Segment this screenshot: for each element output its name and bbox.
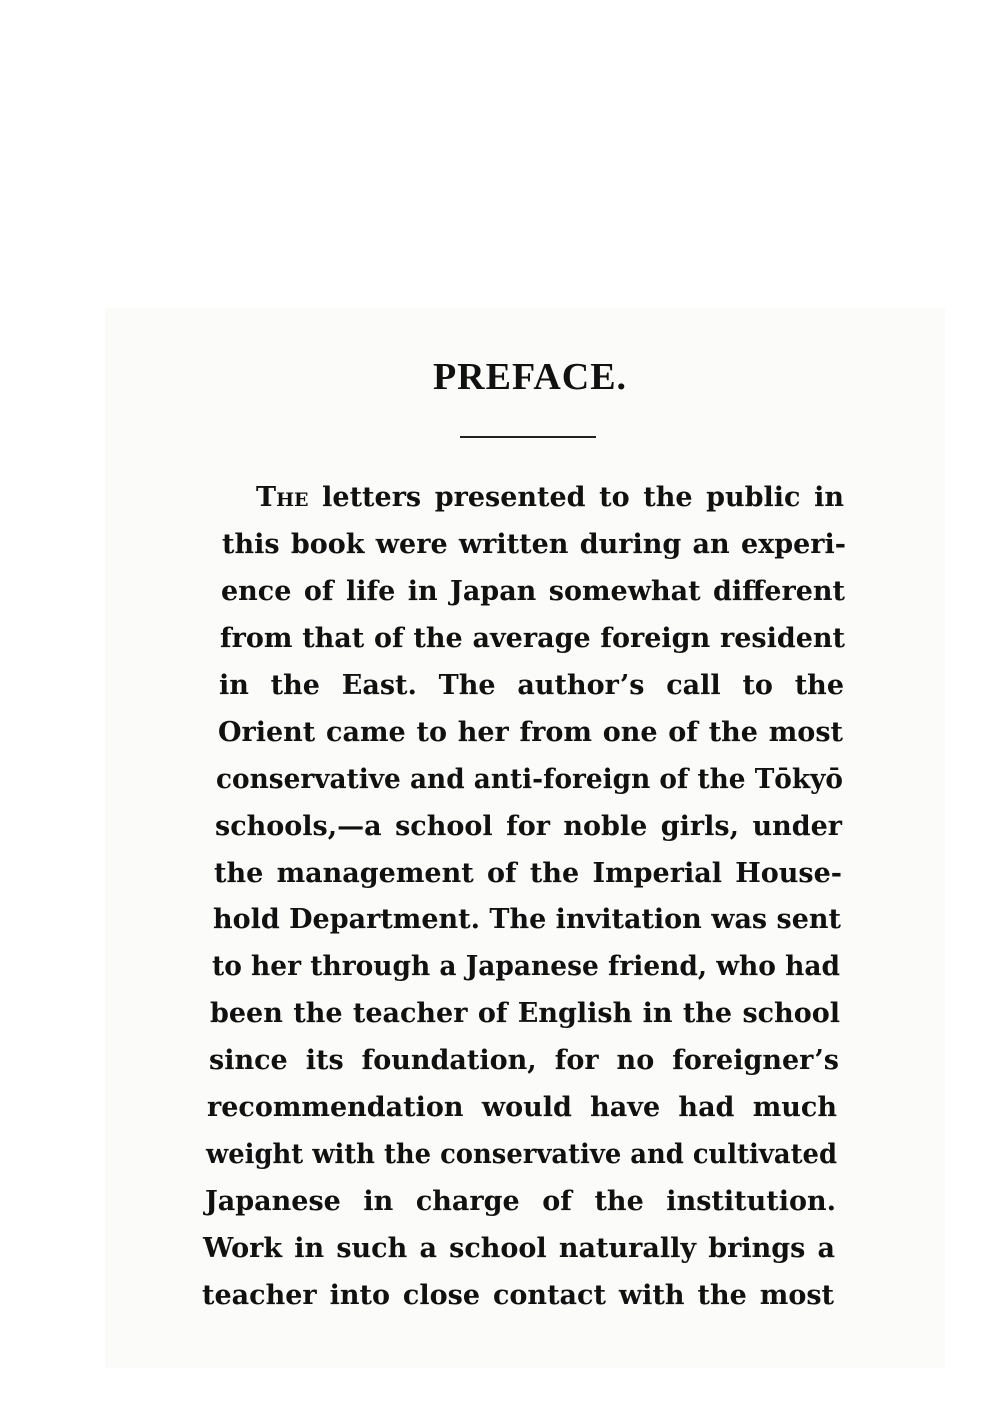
text-line: the management of the Imperial House- xyxy=(214,858,842,889)
title-rule-divider xyxy=(460,436,596,438)
text-line: to her through a Japanese friend, who had xyxy=(212,951,840,982)
text-line: since its foundation, for no foreigner’s xyxy=(209,1045,839,1076)
text-line: Orient came to her from one of the most xyxy=(218,717,843,748)
text-line: schools,—a school for noble girls, under xyxy=(215,811,842,842)
text-line: ence of life in Japan somewhat different xyxy=(221,576,845,607)
drop-lead-word: The xyxy=(256,482,309,513)
text-line: from that of the average foreign resident xyxy=(220,623,845,654)
text-line: weight with the conservative and cultivated xyxy=(206,1139,838,1170)
text-line: Work in such a school naturally brings a xyxy=(203,1233,835,1264)
text-line: Japanese in charge of the institution. xyxy=(205,1186,836,1217)
page-title: PREFACE. xyxy=(432,356,628,398)
text-line: in the East. The author’s call to the xyxy=(219,670,844,701)
text-line: teacher into close contact with the most xyxy=(202,1280,834,1311)
text-line: been the teacher of English in the school xyxy=(210,998,840,1029)
text-line xyxy=(256,478,844,518)
text-line: this book were written during an experi- xyxy=(222,529,846,560)
text-line: conservative and anti-foreign of the Tōkyō xyxy=(216,764,843,795)
text-line: recommendation would have had much xyxy=(207,1092,837,1123)
first-line-text: letters presented to the public in xyxy=(308,482,844,513)
text-line: hold Department. The invitation was sent xyxy=(213,904,841,935)
